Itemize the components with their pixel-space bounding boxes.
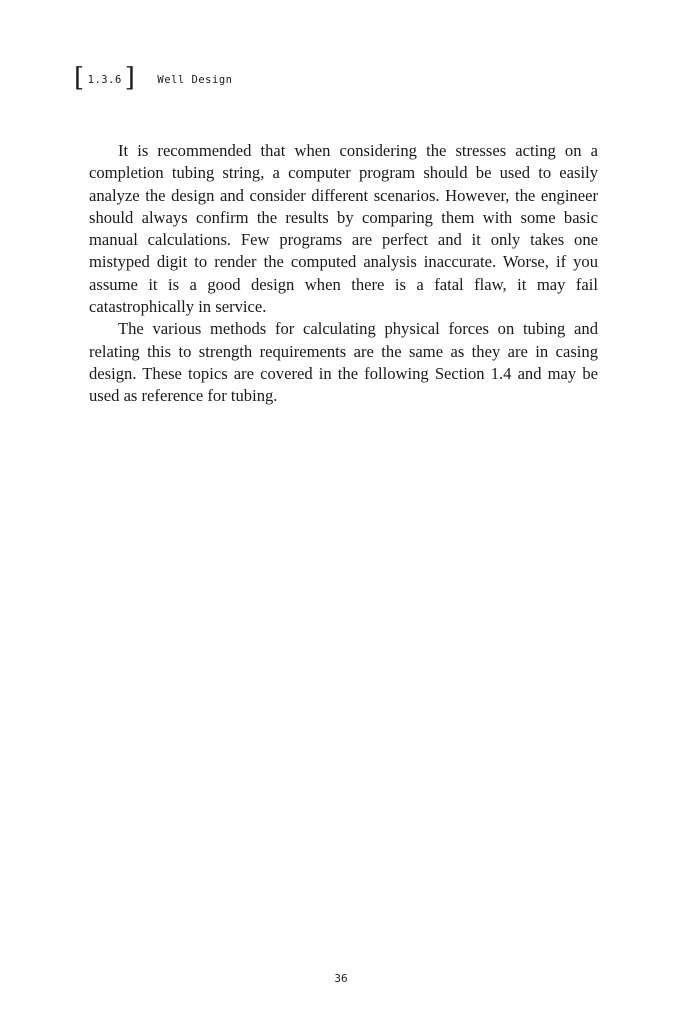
paragraph: The various methods for calculating physical forces on tubing and relating this to strength requirements are the same as they are in casing design. These topics are covered in the following Section 1.4 and may be used as reference for tubing. [89, 319, 598, 406]
section-number: 1.3.6 [87, 74, 122, 86]
paragraph: It is recommended that when considering the stresses acting on a completion tubing string, a computer program should be used to easily analyze the design and consider different scenarios. However, the engineer should always confirm the results by comparing them with some basic manual calculations. Few programs are perfect and it only takes one mistyped digit to render the computed analysis inaccurate. Worse, if you assume it is a good design when there is a fatal flaw, it may fail catastrophically in service. [89, 141, 598, 317]
body-text [89, 140, 598, 408]
chapter-title: Well Design [157, 74, 233, 86]
section-bracket-close: ] [124, 63, 136, 93]
section-bracket-open: [ [74, 63, 85, 93]
page-number: 36 [334, 972, 348, 985]
running-head [74, 63, 233, 94]
